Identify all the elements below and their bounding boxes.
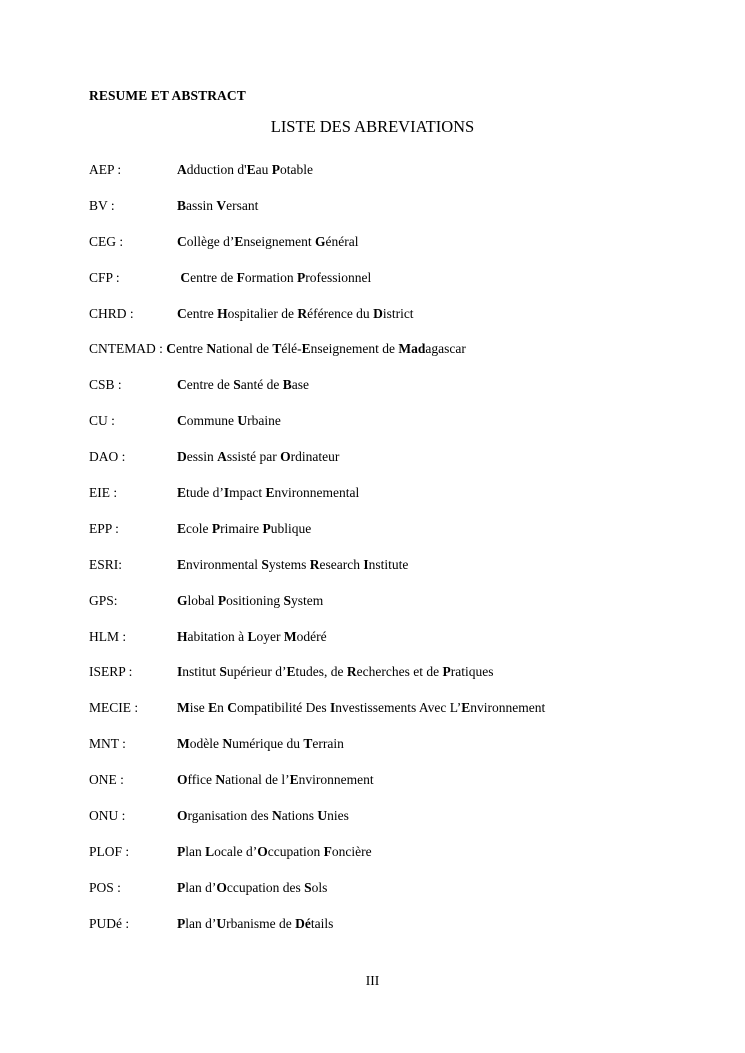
section-header: RESUME ET ABSTRACT xyxy=(89,88,246,103)
definition-initial: C xyxy=(177,305,187,321)
abbreviation-row xyxy=(89,555,709,591)
definition-text: cole xyxy=(186,520,212,536)
definition-initial: N xyxy=(215,772,226,788)
abbreviation-definition xyxy=(177,734,344,754)
abbreviation-definition xyxy=(177,555,408,575)
definition-initial: T xyxy=(303,736,313,752)
definition-text: ase xyxy=(291,377,309,393)
definition-text: ollège d’ xyxy=(186,233,235,249)
definition-initial: A xyxy=(217,449,227,465)
definition-text: lobal xyxy=(187,592,218,608)
definition-initial: S xyxy=(233,377,241,393)
abbreviation-row xyxy=(89,770,709,806)
definition-text: ations xyxy=(281,808,318,824)
definition-initial: P xyxy=(296,269,306,285)
abbreviation-key: ONE : xyxy=(89,772,124,788)
definition-text: dduction d' xyxy=(186,162,247,177)
definition-text: nseignement xyxy=(243,233,315,249)
abbreviation-key: EIE : xyxy=(89,485,118,501)
abbreviation-key: ONU : xyxy=(89,808,126,824)
abbreviation-definition xyxy=(177,232,358,252)
definition-initial: S xyxy=(304,879,312,895)
definition-initial: B xyxy=(282,377,292,393)
definition-initial: S xyxy=(283,592,292,608)
definition-initial: P xyxy=(211,520,221,536)
abbreviation-row xyxy=(89,375,709,411)
definition-text: assin xyxy=(186,197,217,213)
definition-text: mpact xyxy=(229,485,266,501)
abbreviation-definition xyxy=(177,160,313,180)
abbreviation-row xyxy=(89,878,709,914)
definition-text: rofessionnel xyxy=(305,269,372,285)
abbreviation-key: CHRD : xyxy=(89,305,134,321)
definition-text: ssisté par xyxy=(226,449,281,465)
abbreviation-key: HLM : xyxy=(89,628,127,644)
abbreviation-row xyxy=(89,627,709,663)
abbreviation-key: AEP : xyxy=(89,162,122,177)
definition-initial: D xyxy=(177,449,187,465)
definition-initial: P xyxy=(177,879,186,895)
definition-initial: I xyxy=(177,664,183,680)
definition-initial: S xyxy=(261,556,269,572)
definition-initial: E xyxy=(246,162,256,177)
definition-initial: C xyxy=(177,233,187,249)
definition-text: upérieur d’ xyxy=(226,664,287,680)
abbreviation-row xyxy=(89,339,709,375)
definition-text: echerches et de xyxy=(356,664,443,680)
abbreviation-definition xyxy=(166,341,466,356)
abbreviation-key: MECIE : xyxy=(89,700,139,716)
abbreviation-row xyxy=(89,268,709,304)
definition-initial: G xyxy=(314,233,326,249)
definition-text: abitation à xyxy=(187,628,248,644)
abbreviation-definition xyxy=(177,806,349,826)
definition-initial: A xyxy=(177,162,187,177)
definition-initial: M xyxy=(283,628,297,644)
definition-text: otable xyxy=(279,162,313,177)
abbreviation-row xyxy=(89,160,709,196)
abbreviation-key: CNTEMAD : xyxy=(89,341,167,357)
definition-text: lan d’ xyxy=(185,879,217,895)
definition-text: esearch xyxy=(319,556,364,572)
abbreviation-definition xyxy=(177,268,371,288)
definition-initial: I xyxy=(363,556,369,572)
definition-text: ersant xyxy=(226,197,259,213)
definition-text: essin xyxy=(186,449,218,465)
definition-initial: C xyxy=(180,269,191,285)
definition-text: rimaire xyxy=(220,520,263,536)
definition-initial: I xyxy=(223,485,230,501)
abbreviation-row xyxy=(89,411,709,447)
abbreviation-definition xyxy=(177,196,258,216)
definition-text: rbaine xyxy=(247,413,281,429)
definition-initial: P xyxy=(177,843,186,859)
abbreviation-key: CU : xyxy=(89,413,115,429)
abbreviation-key: PLOF : xyxy=(89,843,130,859)
definition-text: nvestissements Avec L’ xyxy=(335,700,462,716)
abbreviation-key: GPS: xyxy=(89,592,118,608)
definition-initial: C xyxy=(177,377,187,393)
definition-text: entre xyxy=(186,305,218,321)
definition-initial: L xyxy=(205,843,215,859)
definition-initial: E xyxy=(289,772,299,788)
definition-initial: B xyxy=(177,197,187,213)
definition-initial: R xyxy=(309,556,320,572)
definition-initial: O xyxy=(177,772,188,788)
definition-text: n xyxy=(217,700,228,716)
abbreviation-definition xyxy=(177,698,545,718)
abbreviation-row xyxy=(89,196,709,232)
definition-initial: E xyxy=(234,233,244,249)
definition-initial: P xyxy=(442,664,451,680)
definition-text: ols xyxy=(311,879,328,895)
definition-text: nvironnement xyxy=(470,700,546,716)
definition-text: ommune xyxy=(186,413,238,429)
abbreviation-row xyxy=(89,914,709,950)
definition-initial: E xyxy=(208,700,218,716)
definition-initial: L xyxy=(247,628,257,644)
definition-text: tude d’ xyxy=(186,485,224,501)
abbreviation-definition xyxy=(177,411,281,431)
abbreviation-key: CFP : xyxy=(89,269,120,285)
definition-initial: E xyxy=(461,700,471,716)
abbreviation-row xyxy=(89,519,709,555)
abbreviation-key: CSB : xyxy=(89,377,122,393)
definition-initial: Dé xyxy=(295,915,311,931)
definition-text: errain xyxy=(312,736,344,752)
definition-initial: E xyxy=(177,556,187,572)
definition-initial: O xyxy=(216,879,227,895)
definition-text: nvironnemental xyxy=(274,485,360,501)
abbreviation-key: PUDé : xyxy=(89,915,130,931)
abbreviation-definition xyxy=(177,304,414,324)
abbreviation-key: ESRI: xyxy=(89,556,123,572)
definition-text: nvironmental xyxy=(186,556,262,572)
definition-initial: Mad xyxy=(398,341,426,357)
definition-initial: O xyxy=(257,843,268,859)
definition-text: lan xyxy=(185,843,206,859)
definition-initial: F xyxy=(236,269,245,285)
definition-text: ational de l’ xyxy=(225,772,290,788)
abbreviation-key: CEG : xyxy=(89,233,124,249)
definition-text: nies xyxy=(327,808,349,824)
definition-initial: H xyxy=(177,628,188,644)
abbreviation-definition xyxy=(177,627,327,647)
definition-initial: I xyxy=(330,700,336,716)
definition-initial: E xyxy=(301,341,311,357)
definition-text: ublique xyxy=(270,520,312,536)
abbreviation-definition xyxy=(177,447,339,467)
definition-initial: E xyxy=(286,664,296,680)
definition-initial: N xyxy=(206,341,217,357)
definition-text: élé- xyxy=(281,341,302,357)
definition-text: ormation xyxy=(244,269,297,285)
definition-text: ompatibilité Des xyxy=(237,700,330,716)
definition-initial: C xyxy=(177,413,187,429)
definition-initial: E xyxy=(177,520,187,536)
abbreviation-row xyxy=(89,447,709,483)
definition-text: ccupation des xyxy=(226,879,305,895)
definition-text: ational de xyxy=(216,341,273,357)
definition-text: entre de xyxy=(186,377,234,393)
abbreviation-row xyxy=(89,662,709,698)
definition-initial: G xyxy=(177,592,188,608)
definition-text: nstitut xyxy=(182,664,220,680)
definition-initial: H xyxy=(217,305,228,321)
abbreviation-row xyxy=(89,591,709,627)
abbreviation-row xyxy=(89,304,709,340)
definition-text: lan d’ xyxy=(185,915,217,931)
definition-text: ise xyxy=(189,700,209,716)
abbreviation-row xyxy=(89,483,709,519)
definition-initial: T xyxy=(272,341,282,357)
definition-initial: V xyxy=(216,197,227,213)
definition-initial: M xyxy=(177,700,190,716)
definition-text: odéré xyxy=(296,628,327,644)
definition-text: au xyxy=(255,162,272,177)
definition-initial: C xyxy=(166,341,176,357)
definition-text: umérique du xyxy=(232,736,304,752)
definition-initial: P xyxy=(271,162,280,177)
definition-text: agascar xyxy=(425,341,466,357)
abbreviation-row xyxy=(89,232,709,268)
definition-initial: U xyxy=(216,915,227,931)
abbreviation-definition xyxy=(177,914,333,934)
definition-text: rdinateur xyxy=(290,449,340,465)
definition-text: istrict xyxy=(382,305,414,321)
definition-text: ospitalier de xyxy=(227,305,298,321)
definition-text: rbanisme de xyxy=(226,915,296,931)
abbreviation-list xyxy=(89,160,709,950)
definition-text: rganisation des xyxy=(187,808,273,824)
definition-text: ratiques xyxy=(450,664,494,680)
abbreviation-key: DAO : xyxy=(89,449,126,465)
definition-text: ffice xyxy=(187,772,216,788)
definition-initial: M xyxy=(177,736,190,752)
definition-text: nseignement de xyxy=(310,341,399,357)
abbreviation-key: BV : xyxy=(89,197,115,213)
definition-text: énéral xyxy=(325,233,359,249)
definition-text: odèle xyxy=(189,736,223,752)
abbreviation-row xyxy=(89,698,709,734)
page-number: III xyxy=(365,973,380,988)
definition-initial: F xyxy=(323,843,332,859)
abbreviation-definition xyxy=(177,375,309,395)
definition-text: ystem xyxy=(291,592,324,608)
abbreviation-row xyxy=(89,806,709,842)
definition-initial: P xyxy=(262,520,271,536)
definition-initial: P xyxy=(177,915,186,931)
definition-initial: R xyxy=(297,305,308,321)
abbreviation-definition xyxy=(177,591,323,611)
definition-initial: N xyxy=(222,736,233,752)
definition-initial: E xyxy=(177,485,187,501)
definition-initial: D xyxy=(373,305,383,321)
definition-text: entre xyxy=(176,341,207,357)
definition-text: tudes, de xyxy=(295,664,347,680)
abbreviation-definition xyxy=(177,662,494,682)
definition-initial: U xyxy=(317,808,328,824)
definition-text: anté de xyxy=(240,377,283,393)
definition-text: nvironnement xyxy=(298,772,374,788)
abbreviation-definition xyxy=(177,483,359,503)
definition-text: entre de xyxy=(190,269,237,285)
definition-text: ositioning xyxy=(226,592,284,608)
definition-text: oyer xyxy=(256,628,284,644)
abbreviation-row xyxy=(89,842,709,878)
definition-initial: S xyxy=(219,664,227,680)
definition-text: ocale d’ xyxy=(214,843,258,859)
definition-initial: N xyxy=(272,808,282,824)
abbreviation-definition xyxy=(177,878,327,898)
definition-text: nstitute xyxy=(368,556,409,572)
abbreviation-definition xyxy=(177,519,311,539)
definition-initial: E xyxy=(265,485,275,501)
abbreviation-key: ISERP : xyxy=(89,664,133,680)
definition-text: éférence du xyxy=(307,305,374,321)
abbreviation-definition xyxy=(177,770,374,790)
definition-initial: R xyxy=(346,664,357,680)
abbreviation-key: POS : xyxy=(89,879,121,895)
abbreviation-definition xyxy=(177,842,372,862)
definition-initial: C xyxy=(227,700,238,716)
abbreviation-key: MNT : xyxy=(89,736,126,752)
definition-initial: O xyxy=(280,449,291,465)
definition-initial: U xyxy=(237,413,248,429)
definition-text: ystems xyxy=(268,556,310,572)
definition-initial: P xyxy=(217,592,227,608)
definition-text: oncière xyxy=(331,843,372,859)
abbreviation-row xyxy=(89,734,709,770)
abbreviation-key: EPP : xyxy=(89,520,119,536)
definition-initial: O xyxy=(177,808,188,824)
definition-text: ccupation xyxy=(267,843,324,859)
page-title: LISTE DES ABREVIATIONS xyxy=(270,117,475,136)
definition-text: tails xyxy=(310,915,334,931)
